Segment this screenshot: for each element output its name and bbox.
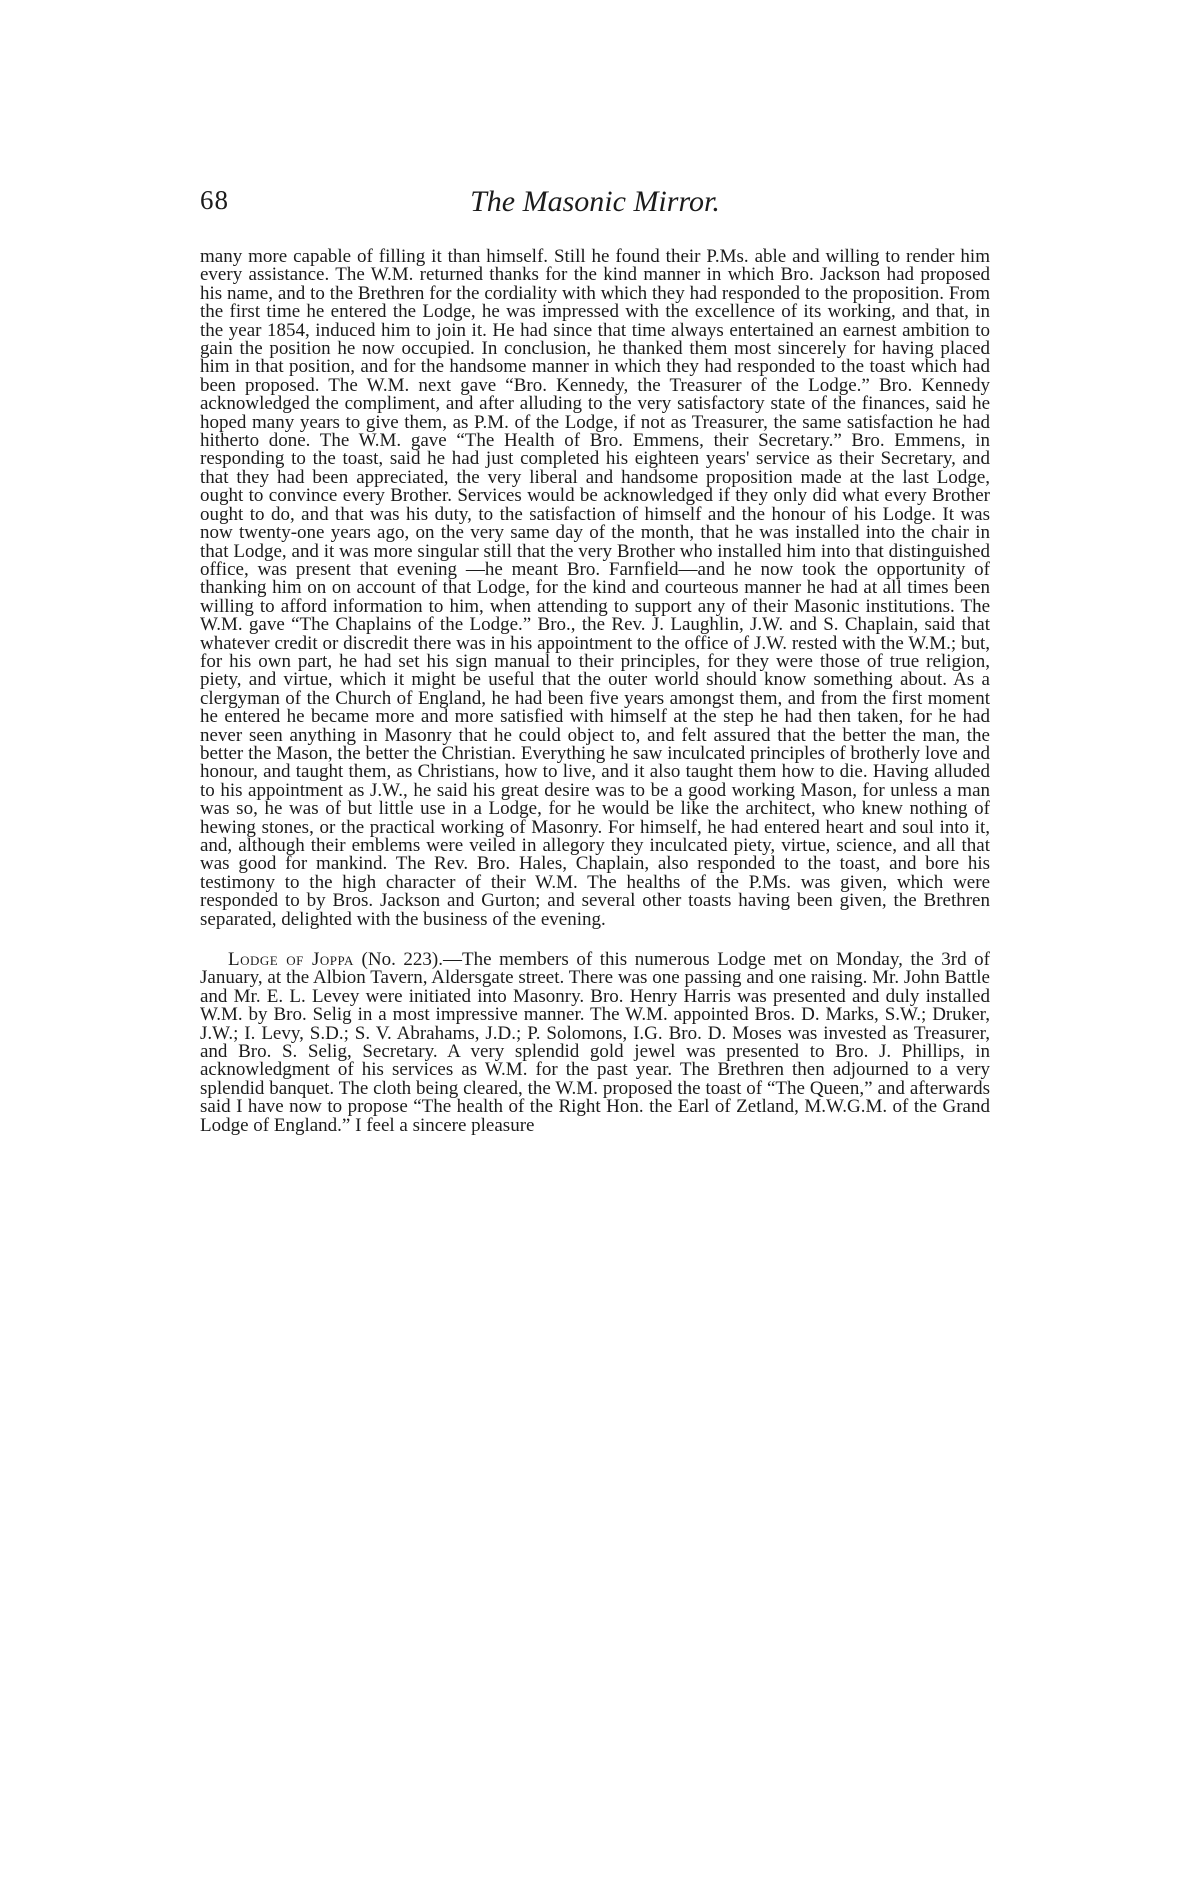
page-number: 68 (200, 185, 229, 215)
page-header (200, 185, 990, 225)
running-title: The Masonic Mirror. (470, 185, 720, 218)
article-body (200, 248, 990, 1135)
paragraph-chaplains-toasts: many more capable of filling it than himself. Still he found their P.Ms. able and willing to render him every assistance. The W.M. returned thanks for the kind manner in which Bro. Jackson had proposed his name, and to the Brethren for the cordiality with which they had responded to the proposition. From the first time he entered the Lodge, he was impressed with the excellence of its working, and that, in the year 1854, induced him to join it. He had since that time always entertained an earnest ambition to gain the position he now occupied. In conclusion, he thanked them most sincerely for having placed him in that position, and for the handsome manner in which they had responded to the toast which had been proposed. The W.M. next gave “Bro. Kennedy, the Treasurer of the Lodge.” Bro. Kennedy acknowledged the compliment, and after alluding to the very satisfactory state of the finances, said he hoped many years to give them, as P.M. of the Lodge, if not as Treasurer, the same satisfaction he had hitherto done. The W.M. gave “The Health of Bro. Emmens, their Secretary.” Bro. Emmens, in responding to the toast, said he had just completed his eighteen years' service as their Secretary, and that they had been appreciated, the very liberal and handsome proposition made at the last Lodge, ought to convince every Brother. Services would be acknowledged if they only did what every Brother ought to do, and that was his duty, to the satisfaction of himself and the honour of his Lodge. It was now twenty-one years ago, on the very same day of the month, that he was installed into the chair in that Lodge, and it was more singular still that the very Brother who installed him into that distinguished office, was present that evening —he meant Bro. Farnfield—and he now took the opportunity of thanking him on on account of that Lodge, for the kind and courteous manner he had at all times been willing to afford information to him, when attending to support any of their Masonic institutions. The W.M. gave “The Chaplains of the Lodge.” Bro., the Rev. J. Laughlin, J.W. and S. Chaplain, said that whatever credit or discredit there was in his appointment to the office of J.W. rested with the W.M.; but, for his own part, he had set his sign manual to their principles, for they were those of true religion, piety, and virtue, which it might be useful that the outer world should know something about. As a clergyman of the Church of England, he had been five years amongst them, and from the first moment he entered he became more and more satisfied with himself at the step he had then taken, for he had never seen anything in Masonry that he could object to, and felt assured that the better the man, the better the Mason, the better the Christian. Everything he saw inculcated principles of brotherly love and honour, and taught them, as Christians, how to live, and it also taught them how to die. Having alluded to his appointment as J.W., he said his great desire was to be a good working Mason, for unless a man was so, he was of but little use in a Lodge, for he would be like the architect, who knew nothing of hewing stones, or the practical working of Masonry. For himself, he had entered heart and soul into it, and, although their emblems were veiled in allegory they inculcated piety, virtue, science, and all that was good for mankind. The Rev. Bro. Hales, Chaplain, also responded to the toast, and bore his testimony to the high character of their W.M. The healths of the P.Ms. was given, which were responded to by Bros. Jackson and Gurton; and several other toasts having been given, the Brethren separated, delighted with the business of the evening. (200, 246, 990, 930)
paragraph-lodge-of-joppa-text: (No. 223).—The members of this numerous Lodge met on Monday, the 3rd of January, at the Albion Tavern, Aldersgate street. There was one passing and one raising. Mr. John Battle and Mr. E. L. Levey were initiated into Masonry. Bro. Henry Harris was presented and duly installed W.M. by Bro. Selig in a most impressive manner. The W.M. appointed Bros. D. Marks, S.W.; Druker, J.W.; I. Levy, S.D.; S. V. Abrahams, J.D.; P. Solomons, I.G. Bro. D. Moses was invested as Treasurer, and Bro. S. Selig, Secretary. A very splendid gold jewel was presented to Bro. J. Phillips, in acknowledgment of his services as W.M. for the past year. The Brethren then adjourned to a very splendid banquet. The cloth being cleared, the W.M. proposed the toast of “The Queen,” and afterwards said I have now to propose “The health of the Right Hon. the Earl of Zetland, M.W.G.M. of the Grand Lodge of England.” I feel a sincere pleasure (200, 949, 990, 1136)
paragraph-lodge-of-joppa (200, 951, 990, 1135)
lodge-name-lead: Lodge of Joppa (228, 949, 354, 971)
